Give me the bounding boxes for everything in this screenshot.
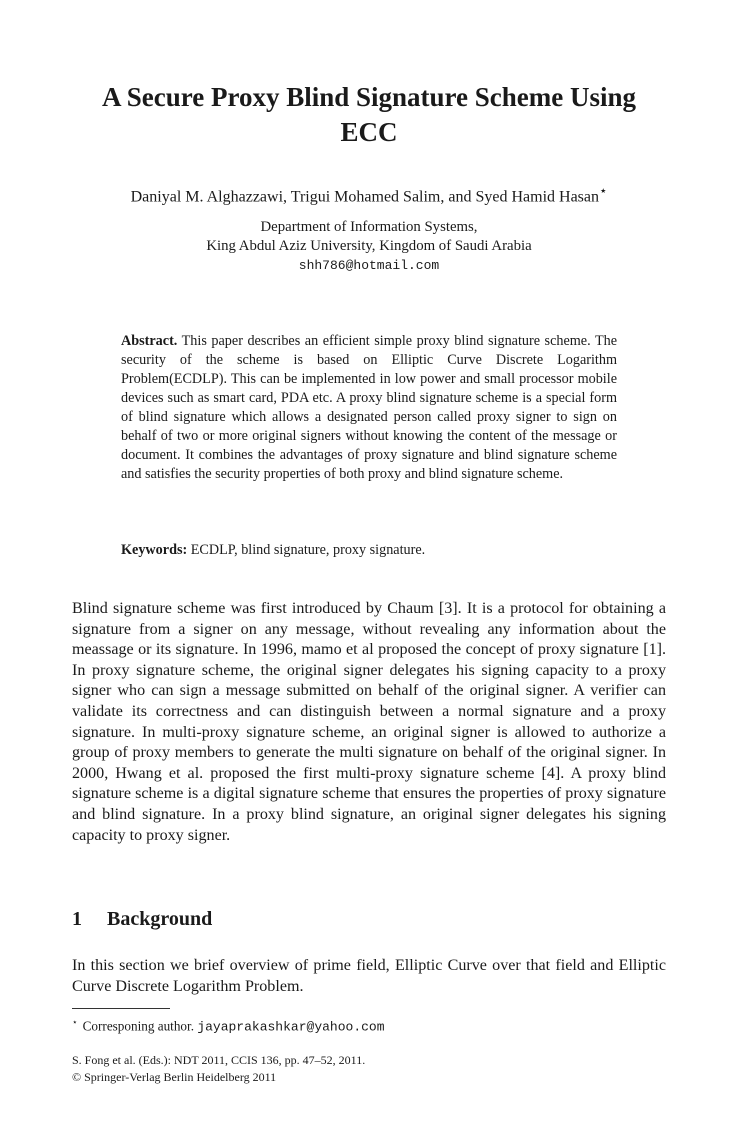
abstract	[121, 332, 617, 484]
author-list	[40, 180, 698, 208]
affiliation-email[interactable]: shh786@hotmail.com	[298, 258, 440, 273]
abstract-label: Abstract.	[121, 333, 178, 349]
affiliation-department: Department of Information Systems,	[260, 219, 478, 235]
introduction-paragraph: Blind signature scheme was first introduced by Chaum [3]. It is a protocol for obtaining a signature from a signer on any message, without revealing any information about the meassage or its signature. In 1996, mamo et al proposed the concept of proxy signature [1]. In proxy signature scheme, the original signer delegates his signing capacity to a proxy signer who can sign a message submitted on behalf of the original signer. A verifier can validate its correctness and can distinguish between a normal signature and a proxy signature. In multi-proxy signature scheme, an original signer is allowed to authorize a group of proxy members to generate the multi signature on behalf of the original signer. In 2000, Hwang et al. proposed the first multi-proxy signature scheme [4]. A proxy blind signature scheme is a digital signature scheme that ensures the properties of proxy signature and blind signature. In a proxy blind signature, an original signer delegates his signing capacity to proxy signer.	[72, 600, 666, 844]
footnote-divider	[72, 1008, 170, 1009]
abstract-text: This paper describes an efficient simple proxy blind signature scheme. The security of the scheme is based on Elliptic Curve Discrete Logarithm Problem(ECDLP). This can be implemented in low power and small processor mobile devices such as smart card, PDA etc. A proxy blind signature scheme is a special form of blind signature which allows a designated person called proxy signer to sign on behalf of two or more original signers without knowing the content of the message or document. It combines the advantages of proxy signature and blind signature scheme and satisfies the security properties of both proxy and blind signature scheme.	[121, 333, 617, 482]
footnote-email[interactable]: jayaprakashkar@yahoo.com	[197, 1019, 385, 1035]
title-line-1: A Secure Proxy Blind Signature Scheme Using	[101, 82, 637, 112]
footnote	[72, 1014, 385, 1035]
keywords-text: ECDLP, blind signature, proxy signature.	[190, 542, 426, 558]
keywords-label: Keywords:	[121, 542, 188, 558]
section-number: 1	[72, 908, 82, 930]
paper-title	[40, 80, 698, 150]
affiliation	[40, 218, 698, 275]
section-paragraph: In this section we brief overview of prime field, Elliptic Curve over that field and Elliptic Curve Discrete Logarithm Problem.	[72, 957, 666, 995]
publication-info	[72, 1052, 365, 1086]
affiliation-university: King Abdul Aziz University, Kingdom of Saudi Arabia	[206, 238, 532, 254]
title-line-2: ECC	[340, 117, 398, 147]
keywords	[121, 541, 617, 560]
corresponding-author-marker: ⋆	[599, 183, 608, 198]
publication-citation: S. Fong et al. (Eds.): NDT 2011, CCIS 136, pp. 47–52, 2011.	[72, 1053, 366, 1067]
section-title: Background	[107, 908, 213, 930]
footnote-marker: ⋆	[72, 1017, 78, 1027]
authors-text: Daniyal M. Alghazzawi, Trigui Mohamed Salim, and Syed Hamid Hasan	[130, 188, 600, 206]
section-heading	[72, 906, 212, 932]
footnote-text: Corresponing author.	[82, 1018, 194, 1034]
publication-copyright: © Springer-Verlag Berlin Heidelberg 2011	[72, 1070, 277, 1084]
